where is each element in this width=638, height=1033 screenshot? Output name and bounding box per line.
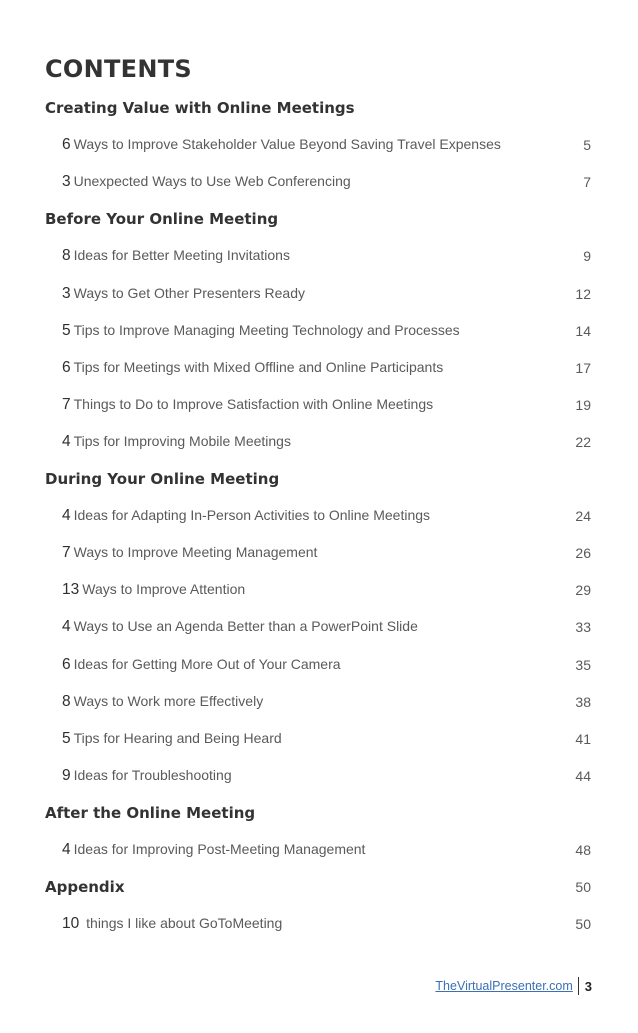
footer-page-number: 3 xyxy=(584,978,592,994)
section-page-number: 50 xyxy=(575,879,591,896)
toc-entry-count: 5 xyxy=(62,321,71,339)
toc-entry-title xyxy=(62,618,418,636)
toc-entry-title xyxy=(62,247,290,265)
toc-entry-page-number: 48 xyxy=(575,842,591,858)
toc-section-row xyxy=(0,208,638,230)
toc-entry-count: 4 xyxy=(62,618,71,636)
toc-entry-page-number: 26 xyxy=(575,545,591,562)
toc-entry-label: Ideas for Improving Post-Meeting Management xyxy=(73,841,366,857)
toc-entry[interactable] xyxy=(0,283,638,305)
toc-entry-title xyxy=(62,396,433,414)
toc-entry-label: things I like about GoToMeeting xyxy=(82,915,283,932)
toc-entry-page-number: 9 xyxy=(583,248,591,265)
toc-entry-title xyxy=(62,581,245,599)
toc-entry-page-number: 22 xyxy=(575,433,591,450)
toc-entry-count: 10 xyxy=(62,915,80,933)
toc-entry-label: Tips for Improving Mobile Meetings xyxy=(73,432,291,449)
toc-entry-label: Ways to Get Other Presenters Ready xyxy=(73,284,305,301)
section-heading: Before Your Online Meeting xyxy=(45,210,279,229)
toc-entry-count: 6 xyxy=(62,136,71,154)
toc-entry-count: 3 xyxy=(62,173,71,191)
toc-entry-page-number: 41 xyxy=(575,730,591,747)
toc-entry-label: Ways to Use an Agenda Better than a PowerPoint Slide xyxy=(73,618,418,635)
toc-entry-page-number: 29 xyxy=(575,582,591,599)
toc-entry-label: Ideas for Troubleshooting xyxy=(73,766,232,783)
toc-entry[interactable] xyxy=(0,171,638,193)
toc-entry-label: Ideas for Getting More Out of Your Camera xyxy=(73,655,341,672)
toc-entry-title xyxy=(62,136,501,154)
toc-entry[interactable] xyxy=(0,134,638,156)
toc-entry-label: Ideas for Adapting In-Person Activities to Online Meetings xyxy=(73,507,431,524)
toc-entry[interactable] xyxy=(0,765,638,787)
toc-entry[interactable] xyxy=(0,357,638,379)
section-heading: After the Online Meeting xyxy=(45,803,256,822)
toc-entry-count: 9 xyxy=(62,766,71,784)
toc-entry-page-number: 33 xyxy=(575,619,591,636)
toc-entry-title xyxy=(62,915,282,933)
toc-entry-label: Ways to Improve Stakeholder Value Beyond Saving Travel Expenses xyxy=(73,136,501,153)
toc-entry[interactable] xyxy=(0,431,638,453)
toc-entry-count: 7 xyxy=(62,544,71,562)
toc-entry-count: 4 xyxy=(62,432,71,450)
toc-entry-title xyxy=(62,730,282,748)
toc-entry-label: Tips for Meetings with Mixed Offline and Online Participants xyxy=(73,358,444,375)
toc-entry-count: 6 xyxy=(62,655,71,673)
toc-entry[interactable] xyxy=(0,505,638,527)
toc-entry[interactable] xyxy=(0,320,638,342)
footer-site-link[interactable]: TheVirtualPresenter.com xyxy=(435,979,573,993)
toc-entry-label: Ways to Improve Meeting Management xyxy=(73,544,318,561)
toc-entry-page-number: 5 xyxy=(583,137,591,154)
toc-entry[interactable] xyxy=(0,394,638,416)
toc-entry-count: 13 xyxy=(62,581,80,599)
toc-entry-label: Ways to Work more Effectively xyxy=(73,692,264,709)
toc-entry-page-number: 19 xyxy=(575,396,591,413)
footer-divider xyxy=(578,977,579,995)
section-heading: Appendix xyxy=(45,878,125,897)
toc-entry-page-number: 7 xyxy=(583,174,591,191)
toc-section-row xyxy=(0,468,638,490)
toc-entry-title xyxy=(62,544,317,562)
toc-entry-label: Things to Do to Improve Satisfaction with Online Meetings xyxy=(73,395,434,412)
toc-entry[interactable] xyxy=(0,913,638,935)
toc-entry-label: Ways to Improve Attention xyxy=(82,581,246,598)
toc-entry[interactable] xyxy=(0,691,638,713)
toc-section-row xyxy=(0,876,638,898)
toc-section-row xyxy=(0,97,638,119)
toc-entry[interactable] xyxy=(0,728,638,750)
toc-entry-count: 4 xyxy=(62,841,71,858)
page-footer xyxy=(435,976,592,996)
toc-entry-count: 5 xyxy=(62,729,71,747)
section-heading: During Your Online Meeting xyxy=(45,470,280,488)
toc-entry-count: 6 xyxy=(62,358,71,376)
toc-entry-title xyxy=(62,507,430,525)
toc-entry-title xyxy=(62,433,291,451)
page-title: CONTENTS xyxy=(45,55,193,83)
toc-entry-page-number: 38 xyxy=(575,693,591,710)
toc-entry-page-number: 50 xyxy=(575,916,591,933)
toc-entry-label: Tips to Improve Managing Meeting Technology and Processes xyxy=(73,321,460,338)
toc-entry-title xyxy=(62,173,351,191)
toc-entry-page-number: 44 xyxy=(575,767,591,784)
toc-entry-count: 7 xyxy=(62,395,71,413)
toc-entry-label: Ideas for Better Meeting Invitations xyxy=(73,247,290,264)
toc-entry[interactable] xyxy=(0,542,638,564)
toc-entry-page-number: 24 xyxy=(575,508,591,525)
toc-entry-title xyxy=(62,767,232,785)
toc-entry-title xyxy=(62,322,460,340)
toc-entry-title xyxy=(62,656,341,674)
toc-entry-count: 4 xyxy=(62,507,71,525)
toc-entry-count: 8 xyxy=(62,692,71,710)
toc-entry[interactable] xyxy=(0,579,638,601)
toc-entry[interactable] xyxy=(0,839,638,861)
toc-section-row xyxy=(0,802,638,824)
toc-entry[interactable] xyxy=(0,245,638,267)
toc-entry-count: 3 xyxy=(62,284,71,302)
toc-entry-title xyxy=(62,841,365,859)
toc-entry-count: 8 xyxy=(62,247,71,265)
toc-entry[interactable] xyxy=(0,654,638,676)
toc-entry-title xyxy=(62,285,305,303)
toc-entry[interactable] xyxy=(0,616,638,638)
toc-entry-page-number: 17 xyxy=(575,359,591,376)
toc-entry-label: Unexpected Ways to Use Web Conferencing xyxy=(73,173,351,190)
toc-entry-page-number: 35 xyxy=(575,656,591,673)
toc-entry-title xyxy=(62,693,263,711)
toc-entry-page-number: 14 xyxy=(575,322,591,339)
toc-entry-page-number: 12 xyxy=(575,285,591,302)
toc-entry-title xyxy=(62,359,443,377)
section-heading: Creating Value with Online Meetings xyxy=(45,99,355,117)
toc-entry-label: Tips for Hearing and Being Heard xyxy=(73,729,282,746)
